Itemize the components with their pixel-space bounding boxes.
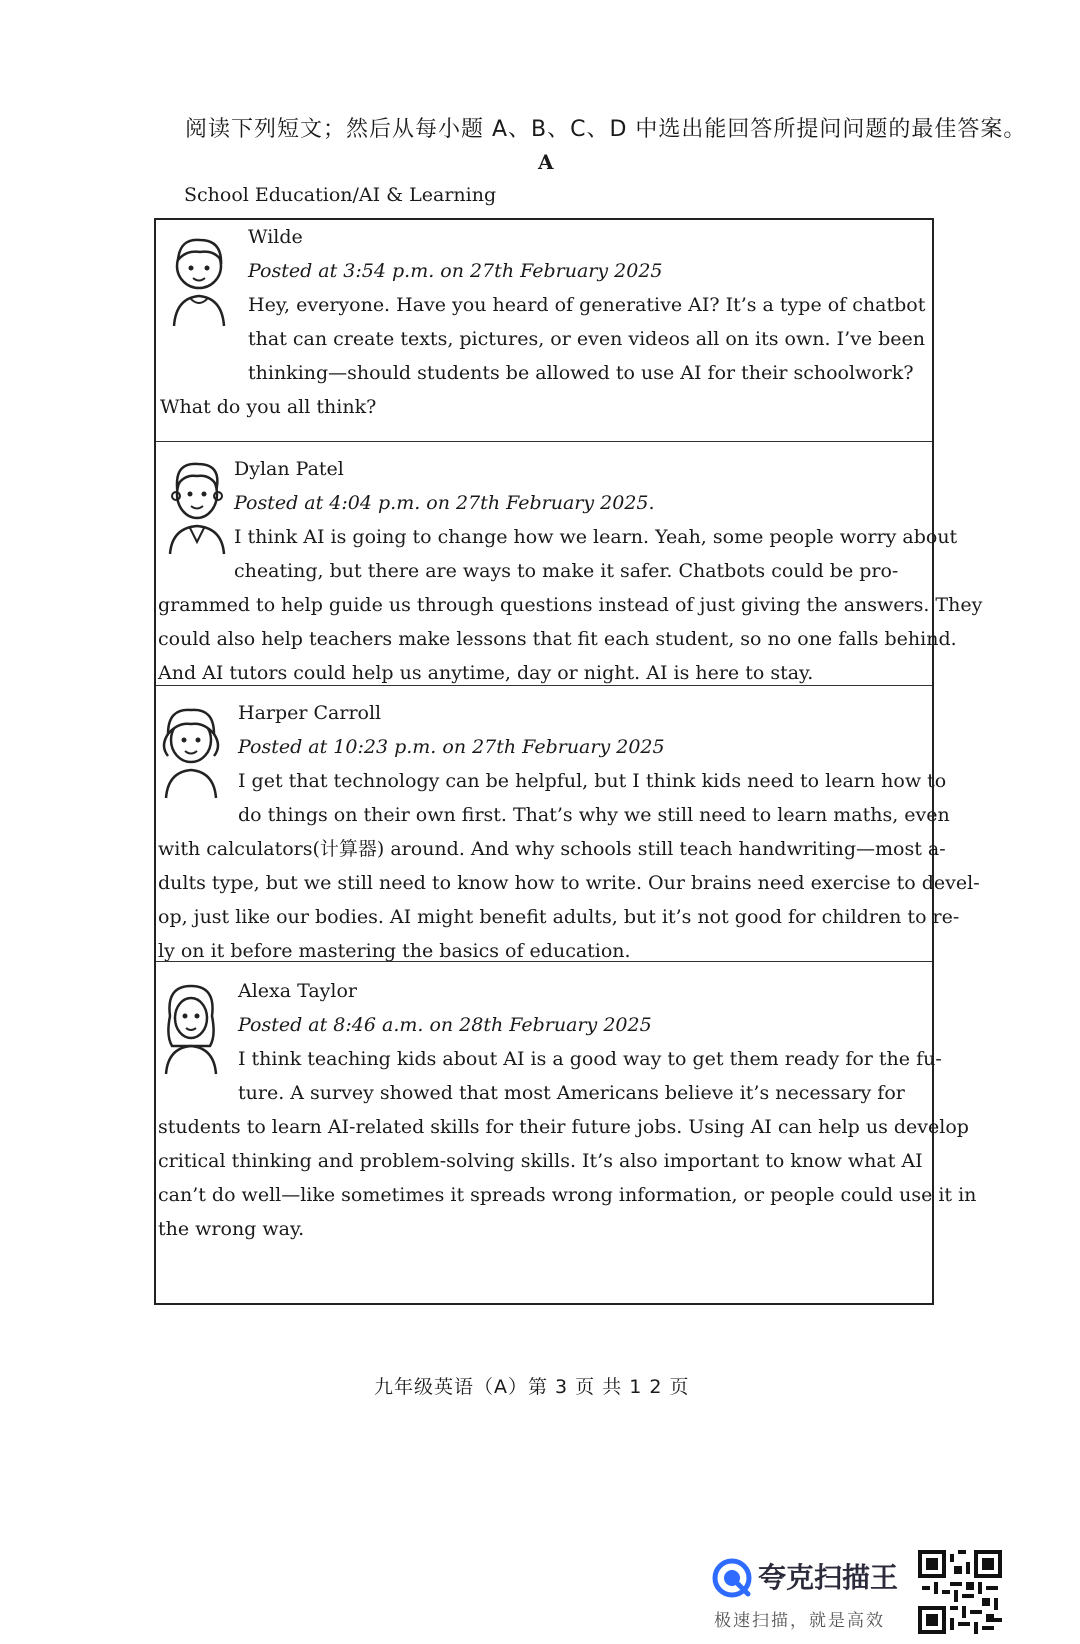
post-line: I get that technology can be helpful, but I think kids need to learn how to (238, 770, 947, 792)
post-line: could also help teachers make lessons that fit each student, so no one falls behind. (158, 628, 957, 650)
post-timestamp: Posted at 4:04 p.m. on 27th February 2025. (234, 492, 655, 514)
forum-post (156, 220, 932, 442)
post-line: Hey, everyone. Have you heard of generative AI? It’s a type of chatbot (248, 294, 926, 316)
post-line: What do you all think? (160, 396, 377, 418)
scanner-watermark (712, 1552, 912, 1632)
brand-tagline: 极速扫描，就是高效 (714, 1611, 885, 1631)
post-timestamp: Posted at 10:23 p.m. on 27th February 2025 (238, 736, 665, 758)
post-line: I think AI is going to change how we learn. Yeah, some people worry about (234, 526, 958, 548)
post-timestamp: Posted at 3:54 p.m. on 27th February 2025 (248, 260, 663, 282)
quark-logo-icon (712, 1558, 752, 1598)
qr-code-icon (918, 1550, 1002, 1634)
post-line: ly on it before mastering the basics of education. (158, 940, 631, 962)
post-timestamp: Posted at 8:46 a.m. on 28th February 2025 (238, 1014, 652, 1036)
forum-thread (154, 218, 983, 1305)
post-line: op, just like our bodies. AI might benefit adults, but it’s not good for children to re- (158, 906, 960, 928)
post-line: ture. A survey showed that most Americans believe it’s necessary for (238, 1082, 905, 1104)
brand-name: 夸克扫描王 (758, 1561, 899, 1594)
exam-instruction: 阅读下列短文；然后从每小题 A、B、C、D 中选出能回答所提问问题的最佳答案。 (185, 117, 1027, 142)
post-body (156, 764, 980, 968)
post-line: can’t do well—like sometimes it spreads wrong information, or people could use it in (158, 1184, 977, 1206)
post-line: thinking—should students be allowed to use AI for their schoolwork? (248, 362, 914, 384)
post-line: dults type, but we still need to know how to write. Our brains need exercise to devel- (158, 872, 980, 894)
forum-post (156, 686, 980, 962)
post-body (156, 520, 983, 690)
page-number: 九年级英语（A）第 3 页 共 1 2 页 (374, 1376, 690, 1398)
post-line: that can create texts, pictures, or even videos all on its own. I’ve been (248, 328, 926, 350)
post-line: students to learn AI-related skills for their future jobs. Using AI can help us develop (158, 1116, 969, 1138)
post-line: the wrong way. (158, 1218, 305, 1240)
post-line: do things on their own first. That’s why we still need to learn maths, even (238, 804, 950, 826)
post-body (156, 288, 932, 424)
post-author: Alexa Taylor (238, 980, 357, 1002)
post-line: I think teaching kids about AI is a good way to get them ready for the fu- (238, 1048, 942, 1070)
forum-post (156, 442, 983, 686)
post-author: Harper Carroll (238, 702, 382, 724)
post-line: with calculators(计算器) around. And why schools still teach handwriting—most a- (158, 838, 946, 860)
post-author: Dylan Patel (234, 458, 344, 480)
forum-post (156, 962, 977, 1303)
post-author: Wilde (248, 226, 303, 248)
breadcrumb: School Education/AI & Learning (184, 184, 497, 206)
section-letter: A (538, 150, 554, 174)
post-line: And AI tutors could help us anytime, day or night. AI is here to stay. (158, 662, 814, 684)
post-line: grammed to help guide us through questions instead of just giving the answers. They (158, 594, 983, 616)
post-body (156, 1042, 977, 1246)
post-line: cheating, but there are ways to make it safer. Chatbots could be pro- (234, 560, 899, 582)
post-line: critical thinking and problem-solving skills. It’s also important to know what AI (158, 1150, 923, 1172)
